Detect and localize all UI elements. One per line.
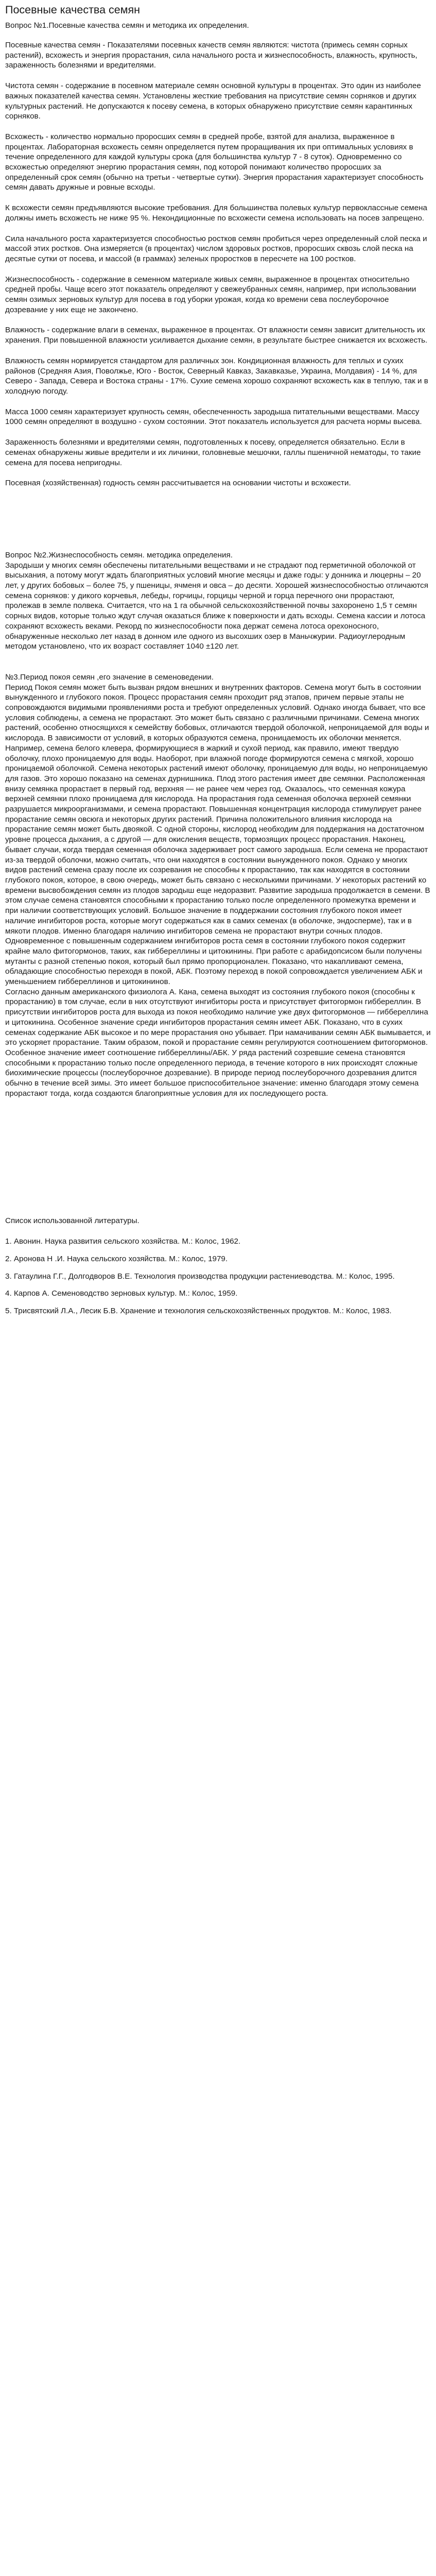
paragraph-viability: Жизнеспособность - содержание в семенном материале живых семян, выраженное в процентах относительно средней пробы. Чаще всего этот показатель определяют у свежеубранных семян, например, при использовании семян озимых зерновых культур для посева в год уборки урожая, когда ко времени сева послеуборочное дозревание у них еще не закончено. xyxy=(5,275,416,314)
paragraph-sowing-suitability: Посевная (хозяйственная) годность семян рассчитывается на основании чистоты и всхожести. xyxy=(5,479,351,488)
page-title: Посевные качества семян xyxy=(5,4,141,16)
paragraph-germination-requirements: К всхожести семян предъявляются высокие требования. Для большинства полевых культур первоклассные семена должны иметь всхожесть не ниже 95 %. Некондиционные по всхожести семена использовать на посев запрещено. xyxy=(5,204,428,223)
paragraph-dormancy: Период Покоя семян может быть вызван рядом внешних и внутренних факторов. Семена могут быть в состоянии вынужденного и глубокого покоя. Процесс прорастания семян проходит ряд этапов, причем первые этапы не сопровождаются видимыми проявлениями роста и требуют определенных условий. Однако иногда бывает, что все условия соблюдены, а семена не прорастают. Это может быть связано с различными причинами. Семена многих растений, особенно относящихся к семейству бобовых, отличаются твердой оболочкой, непроницаемой для воды и кислорода. В зависимости от условий, в которых образуются семена, проницаемость их оболочки меняется. Например, семена белого клевера, формирующиеся в жаркий и сухой период, как правило, имеют твердую оболочку, плохо проницаемую для воды. Наоборот, при влажной погоде формируются семена с мягкой, хорошо проницаемой оболочкой. Семена некоторых растений имеют оболочку, проницаемую для воды, но непроницаемую для газов. Это хорошо показано на семенах дурнишника. Плод этого растения имеет две семянки. Расположенная внизу семянка прорастает в первый год, верхняя — не ранее чем через год. Оказалось, что семенная кожура верхней семянки плохо проницаема для кислорода. На прорастания года семенная оболочка верхней семянки разрушается микроорганизмами, и семена прорастают. Повышенная концентрация кислорода стимулирует ранее прорастание семян овсюга и некоторых других растений. Причина положительного влияния кислорода на прорастание семян может быть двоякой. С одной стороны, кислород необходим для поддержания на достаточном уровне процесса дыхания, а с другой — для окисления веществ, тормозящих процесс прорастания. Наконец, бывает случаи, когда твердая семенная оболочка задерживает рост самого зародыша. Если семена не прорастают из-за твердой оболочки, можно считать, что они находятся в состоянии вынужденного покоя. Однако у многих видов растений семена сразу после их созревания не способны к прорастанию, так как находятся в состоянии глубокого покоя, которое, в свою очередь, может быть связано с несколькими причинами. У некоторых растений ко времени высвобождения семян из плодов зародыш еще недоразвит. Развитие зародыша продолжается в семени. В этом случае семена становятся способными к прорастанию только после определенного промежутка времени и при наличии соответствующих условий. Большое значение в поддержании состояния глубокого покоя имеет наличие ингибиторов роста, которые могут содержаться как в самих семенах (в оболочке, эндосперме), так и в мякоти плодов. Именно благодаря наличию ингибиторов семена не прорастают внутри сочных плодов. Одновременное с повышенным содержанием ингибиторов роста семя в состоянии глубокого покоя содержит крайне мало фитогормонов, таких, как гиббереллины и цитокинины. При работе с арабидопсисом были получены мутанты с разной степенью покоя, который был прямо пропорционален. Показано, что накапливают семена, обладающие способностью переходя в покой, АБК. Поэтому переход в покой сопровождается увеличением АБК и уменьшением гиббереллинов и цитокининов. xyxy=(5,683,430,987)
paragraph-seed-quality: Посевные качества семян - Показателями посевных качеств семян являются: чистота (примесь семян сорных растений), всхожесть и энергия прорастания, сила начального роста и жизнеспособность, влажность, крупность, зараженность болезнями и вредителями. xyxy=(5,41,417,70)
paragraph-purity: Чистота семян - содержание в посевном материале семян основной культуры в процентах. Это один из наиболее важных показателей качества семян. Установлены жесткие требования на присутствие семян сорняков и других культурных растений. Не допускаются к посеву семена, в которых обнаружено присутствие семян карантинных сорняков. xyxy=(5,81,421,121)
paragraph-moisture: Влажность - содержание влаги в семенах, выраженное в процентах. От влажности семян зависит длительность их хранения. При повышенной влажности усиливается дыхание семян, в результате быстрее снижается их всхожесть. xyxy=(5,326,428,345)
paragraph-infestation: Зараженность болезнями и вредителями семян, подготовленных к посеву, определяется обязательно. Если в семенах обнаружены живые вредители и их личинки, головневые мешочки, галлы пшеничной нематоды, то такие семена для посева непригодны. xyxy=(5,438,421,467)
paragraph-germination: Всхожесть - количество нормально проросших семян в средней пробе, взятой для анализа, выраженное в процентах. Лабораторная всхожесть семян определяется путем проращивания их при оптимальных условиях в течение определенного для каждой культуры срока (для большинства культур 7 - 8 суток). Одновременно со всхожестью определяют энергию прорастания семян, под которой понимают количество проросших за определенный срок семян (обычно на третьи - четвертые сутки). Энергия прорастания характеризует способность семян давать дружные и ровные всходы. xyxy=(5,132,424,192)
question-1-heading: Вопрос №1.Посевные качества семян и методика их определения. xyxy=(5,21,249,30)
reference-item: 1. Авонин. Наука развития сельского хозяйства. М.: Колос, 1962. xyxy=(5,1237,241,1246)
reference-item: 5. Трисвятский Л.А., Лесик Б.В. Хранение и технология сельскохозяйственных продуктов. М.: Колос, 1983. xyxy=(5,1306,392,1315)
paragraph-moisture-standard: Влажность семян нормируется стандартом для различных зон. Кондиционная влажность для теплых и сухих районов (Средняя Азия, Поволжье, Юго - Восток, Северный Кавказ, Закавказье, Украина, Молдавия) - 14 %, для Северо - Запада, Севера и Востока страны - 17%. Сухие семена хорошо сохраняют всхожесть как в теплую, так и в холодную погоду. xyxy=(5,356,428,396)
section-1 xyxy=(5,40,431,488)
section-3 xyxy=(5,672,431,1099)
paragraph-initial-growth: Сила начального роста характеризуется способностью ростков семян пробиться через определенный слой песка и массой этих ростков. Она измеряется (в процентах) числом здоровых ростков, проросших сквозь слой песка на десятые сутки от посева, и массой (в граммах) зеленых проростков в пересчете на 100 ростков. xyxy=(5,234,427,263)
references-list xyxy=(5,1236,431,1316)
reference-item: 2. Аронова Н .И. Наука сельского хозяйства. М.: Колос, 1979. xyxy=(5,1254,228,1263)
reference-item: 4. Карпов А. Семеноводство зерновых культур. М.: Колос, 1959. xyxy=(5,1289,238,1298)
paragraph-dormancy-hormones: Согласно данным американского физиолога А. Кана, семена выходят из состояния глубокого покоя (способны к прорастанию) в том случае, если в них отсутствуют ингибиторы роста и присутствует фитогормон гиббереллин. В присутствии ингибиторов роста для выхода из покоя необходимо наличие уже двух фитогормонов — гиббереллина и цитокинина. Особенное значение среди ингибиторов прорастания семян имеет АБК. Показано, что в сухих семенах содержание АБК высокое и по мере прорастания оно убывает. При намачивании семян АБК вымывается, и это ускоряет прорастание. Таким образом, покой и прорастание семян регулируются соотношением фитогормонов. Особенное значение имеет соотношение гиббереллины/АБК. У ряда растений созревшие семена становятся способными к прорастанию только после определенного периода, в течение которого в них происходят сложные биохимические процессы (послеуборочное дозревание). В природе период послеуборочного дозревания длится обычно в течение всей зимы. Это имеет большое приспособительное значение: именно благодаря этому семена прорастают тогда, когда создаются благоприятные условия для их последующего роста. xyxy=(5,987,431,1098)
paragraph-longevity: Зародыши у многих семян обеспечены питательными веществами и не страдают под герметичной оболочкой от высыхания, а потому могут ждать благоприятных условий многие месяцы и даже годы: у донника и люцерны – 20 лет, у других бобовых – более 75, у пшеницы, ячменя и овса – до десяти. Хорошей жизнеспособностью отличаются семена сорняков: у дикого корчевья, лебеды, горчицы, горцицы черной и горца перечного они прорастают, пролежав в земле полвека. Считается, что на 1 га обычной сельскохозяйственной почвы захоронено 1,5 т семян сорных видов, которые только ждут случая оказаться ближе к поверхности и дать всходы. Семена кассии и лотоса сохраняют всхожесть веками. Рекорд по жизнеспособности пока держат семена лотоса орехоносного, обнаруженные несколько лет назад в донном иле одного из высохших озер в Маньчжурии. Радиоуглеродным методом установлено, что их возраст составляет 1040 ±120 лет. xyxy=(5,561,428,651)
paragraph-thousand-seed-mass: Масса 1000 семян характеризует крупность семян, обеспеченность зародыша питательными веществами. Массу 1000 семян определяют в воздушно - сухом состоянии. Этот показатель используется для расчета нормы высева. xyxy=(5,407,422,427)
reference-item: 3. Гатаулина Г.Г., Долгодворов В.Е. Технология производства продукции растениеводства. М.: Колос, 1995. xyxy=(5,1272,395,1281)
references-section xyxy=(5,1216,431,1316)
question-2-heading: Вопрос №2.Жизнеспособность семян. методика определения. xyxy=(5,550,233,560)
section-2 xyxy=(5,550,431,652)
references-heading: Список использованной литературы. xyxy=(5,1216,139,1226)
question-3-heading: №3.Период покоя семян ,его значение в семеноведении. xyxy=(5,672,214,682)
